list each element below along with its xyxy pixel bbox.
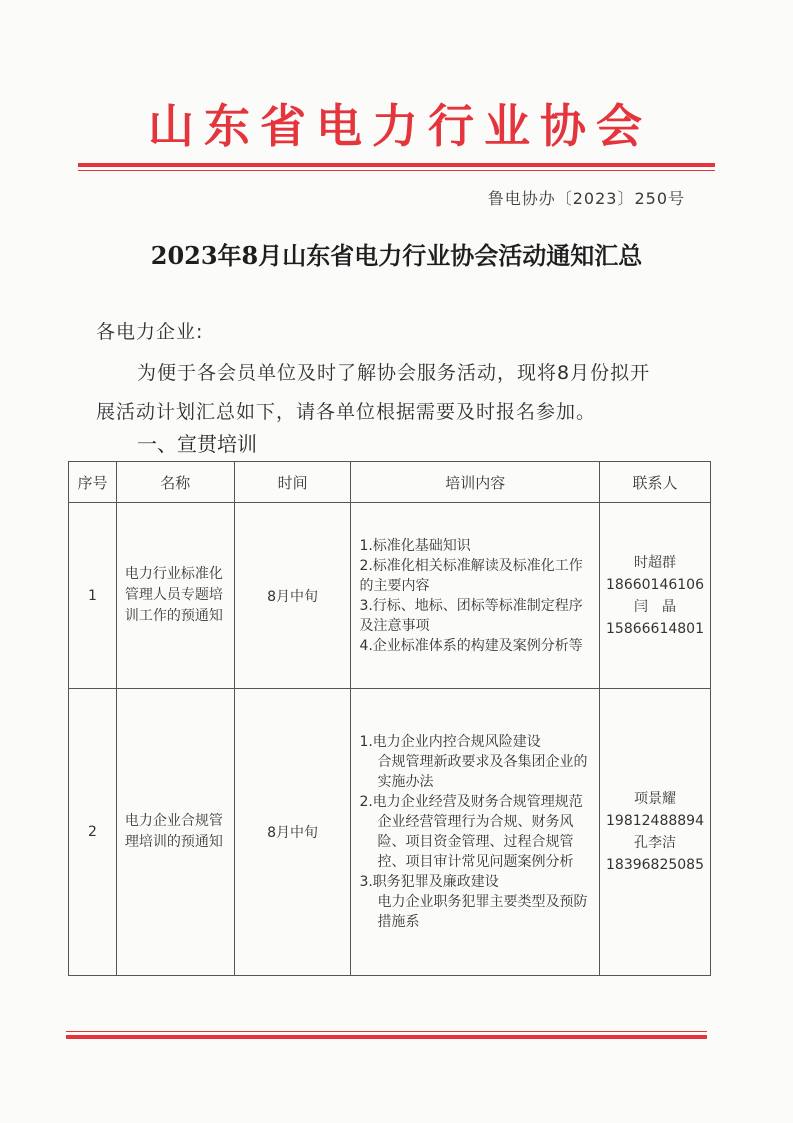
salutation: 各电力企业:: [96, 321, 204, 343]
row-time: 8月中旬: [234, 689, 351, 976]
header-rule-thick: [78, 163, 715, 167]
contact-name: 项景耀: [634, 791, 676, 807]
org-name: 山东省电力行业协会: [148, 99, 652, 153]
row-content: [351, 503, 600, 689]
content-line: 1.电力企业内控合规风险建设: [359, 734, 541, 750]
content-line: 2.标准化相关标准解读及标准化工作的主要内容: [359, 557, 583, 594]
intro-line-1: 为便于各会员单位及时了解协会服务活动，现将8月份拟开: [137, 362, 651, 384]
row-content: [351, 689, 600, 976]
content-line: 3.职务犯罪及廉政建设: [359, 874, 499, 890]
row-name-text: 电力行业标准化管理人员专题培训工作的预通知: [124, 566, 223, 624]
row-name-text: 电力企业合规管理培训的预通知: [124, 813, 223, 850]
col-header-content: 培训内容: [351, 462, 600, 503]
col-header-time: 时间: [234, 462, 351, 503]
content-line: 3.行标、地标、团标等标准制定程序及注意事项: [359, 597, 583, 634]
table-row: [69, 689, 711, 976]
contact-phone: 18660146106: [606, 576, 704, 593]
section-heading: 一、宣贯培训: [137, 432, 257, 456]
row-contact: [600, 503, 711, 689]
content-line: 企业经营管理行为合规、财务风险、项目资金管理、过程合规管控、项目审计常见问题案例分析: [377, 814, 574, 870]
col-header-contact: 联系人: [600, 462, 711, 503]
training-table: [68, 461, 711, 976]
contact-name: 孔李洁: [634, 835, 676, 851]
contact-phone: 15866614801: [606, 620, 704, 637]
footer-rule-thin: [66, 1031, 707, 1032]
col-header-no: 序号: [69, 462, 117, 503]
content-line: 1.标准化基础知识: [359, 537, 471, 554]
row-no: 2: [69, 689, 117, 976]
table-row: [69, 503, 711, 689]
row-name: [116, 689, 234, 976]
content-line: 电力企业职务犯罪主要类型及预防措施系: [377, 894, 588, 930]
row-contact: [600, 689, 711, 976]
row-name: [116, 503, 234, 689]
contact-phone: 18396825085: [606, 857, 704, 873]
row-no: 1: [69, 503, 117, 689]
contact-name: 时超群: [634, 554, 676, 571]
footer-rule-thick: [66, 1035, 707, 1039]
content-line: 4.企业标准体系的构建及案例分析等: [359, 637, 583, 654]
header-rule-thin: [78, 170, 715, 171]
content-line: 合规管理新政要求及各集团企业的实施办法: [377, 754, 588, 790]
page-title: 2023年8月山东省电力行业协会活动通知汇总: [150, 241, 643, 270]
intro-line-2: 展活动计划汇总如下，请各单位根据需要及时报名参加。: [96, 401, 597, 423]
content-line: 2.电力企业经营及财务合规管理规范: [359, 794, 583, 810]
row-time: 8月中旬: [234, 503, 351, 689]
table-header-row: [69, 462, 711, 503]
contact-name: 闫 晶: [634, 598, 676, 615]
col-header-name: 名称: [116, 462, 234, 503]
doc-number: 鲁电协办〔2023〕250号: [487, 189, 685, 208]
contact-phone: 19812488894: [606, 813, 704, 829]
